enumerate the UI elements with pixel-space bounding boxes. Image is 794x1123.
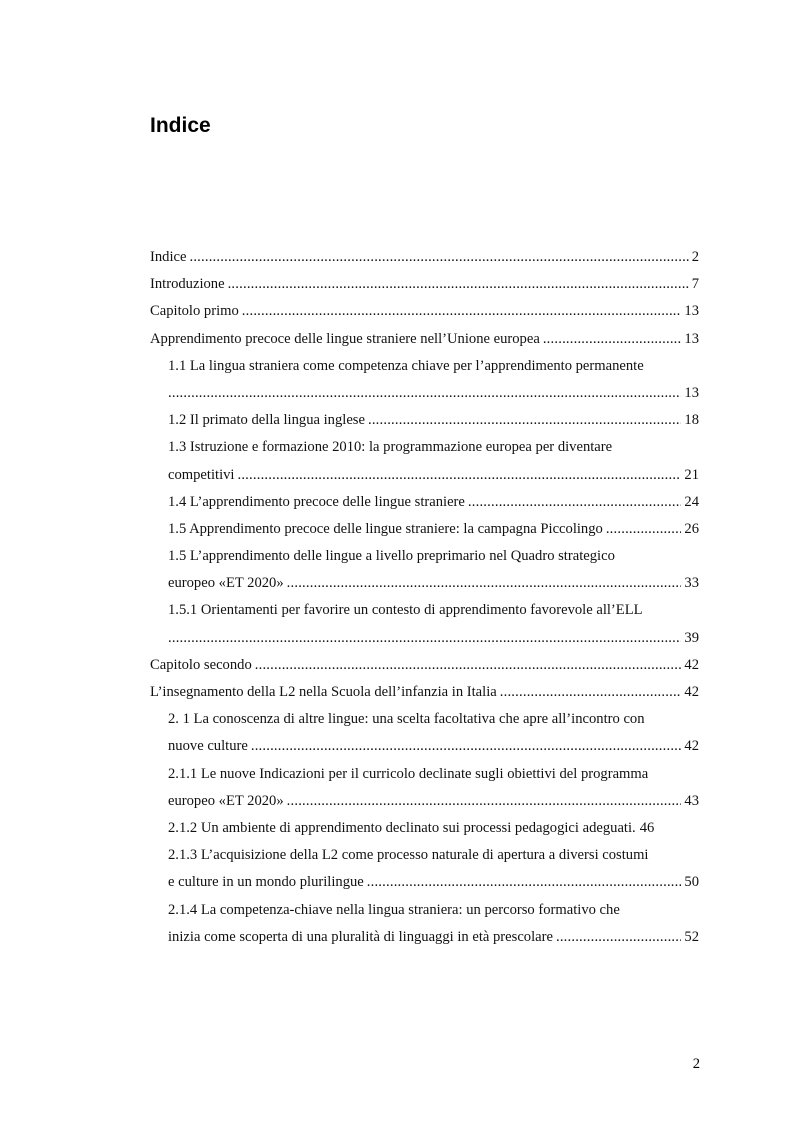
dot-leader: [242, 300, 682, 322]
toc-entry-page: 42: [684, 738, 699, 755]
dot-leader: [556, 926, 681, 948]
toc-entry-capitolo-secondo[interactable]: [150, 654, 699, 681]
toc-entry-title: 2.1.4 La competenza-chiave nella lingua straniera: un percorso formativo che: [168, 901, 620, 918]
toc-entry-page: 18: [684, 412, 699, 429]
toc-entry-1-2[interactable]: [150, 409, 699, 436]
toc-entry-title: 2.1.3 L’acquisizione della L2 come processo naturale di apertura a diversi costumi: [168, 847, 649, 864]
toc-entry-indice[interactable]: [150, 246, 699, 273]
toc-entry-page: 42: [684, 656, 699, 673]
toc-entry-title: 1.1 La lingua straniera come competenza chiave per l’apprendimento permanente: [168, 357, 644, 374]
toc-entry-apprendimento-precoce-ue[interactable]: [150, 328, 699, 355]
dot-leader: [468, 491, 682, 513]
toc-entry-page: 33: [684, 575, 699, 592]
toc-entry-page: 7: [691, 276, 699, 293]
toc-entry-1-3-line1[interactable]: [150, 436, 699, 463]
toc-entry-2-1-3-line1[interactable]: [150, 844, 699, 871]
toc-entry-2-1-4-line2[interactable]: [150, 926, 699, 953]
toc-entry-2-1-line1[interactable]: [150, 708, 699, 735]
toc-entry-page: 13: [684, 303, 699, 320]
toc-entry-title: 2. 1 La conoscenza di altre lingue: una scelta facoltativa che apre all’incontro con: [168, 711, 645, 728]
toc-entry-title: Capitolo primo: [150, 303, 239, 320]
dot-leader: [543, 328, 682, 350]
dot-leader: [251, 735, 682, 757]
toc-entry-title-cont: competitivi: [168, 466, 235, 483]
toc-entry-title-cont: nuove culture: [168, 738, 248, 755]
page-title: Indice: [150, 114, 211, 137]
toc-entry-title: 1.4 L’apprendimento precoce delle lingue straniere: [168, 493, 465, 510]
toc-entry-title: L’insegnamento della L2 nella Scuola dell’infanzia in Italia: [150, 684, 497, 700]
toc-entry-1-5-piccolingo[interactable]: [150, 518, 699, 545]
toc-entry-title: Introduzione: [150, 276, 225, 293]
toc-entry-title-cont: europeo «ET 2020»: [168, 575, 284, 592]
toc-entry-title: Indice: [150, 249, 187, 265]
toc-entry-title: 1.5.1 Orientamenti per favorire un contesto di apprendimento favorevole all’ELL: [168, 602, 643, 619]
dot-leader: [287, 790, 682, 812]
toc-entry-page: 24: [684, 493, 699, 510]
dot-leader: [189, 246, 688, 268]
toc-entry-title-cont: inizia come scoperta di una pluralità di linguaggi in età prescolare: [168, 928, 553, 945]
toc-entry-title: 2.1.1 Le nuove Indicazioni per il curricolo declinate sugli obiettivi del programma: [168, 765, 649, 782]
toc-entry-page: 26: [684, 520, 699, 537]
toc-entry-1-5-et2020-line2[interactable]: [150, 572, 699, 599]
toc-entry-capitolo-primo[interactable]: [150, 300, 699, 327]
toc-entry-page: 46: [639, 819, 655, 836]
toc-entry-title: 1.5 L’apprendimento delle lingue a livello preprimario nel Quadro strategico: [168, 548, 615, 565]
toc-entry-2-1-1-line1[interactable]: [150, 763, 699, 790]
dot-leader: [237, 464, 681, 486]
toc-entry-insegnamento-l2[interactable]: [150, 681, 699, 708]
toc-entry-page: 42: [684, 684, 699, 700]
toc-entry-page: 13: [684, 384, 699, 401]
toc-entry-1-1-line1[interactable]: [150, 355, 699, 382]
toc-entry-page: 50: [684, 874, 699, 891]
table-of-contents: [150, 246, 699, 953]
toc-entry-2-1-3-line2[interactable]: [150, 871, 699, 898]
toc-entry-title: 1.2 Il primato della lingua inglese: [168, 412, 365, 429]
toc-entry-introduzione[interactable]: [150, 273, 699, 300]
toc-entry-1-5-1-line2[interactable]: [150, 627, 699, 654]
toc-entry-title-cont: e culture in un mondo plurilingue: [168, 874, 364, 891]
toc-entry-page: 43: [684, 792, 699, 809]
toc-entry-1-5-et2020-line1[interactable]: [150, 545, 699, 572]
dot-leader: [368, 409, 681, 431]
toc-entry-2-1-2[interactable]: [150, 817, 699, 844]
dot-leader: [367, 871, 682, 893]
toc-entry-page: 21: [684, 466, 699, 483]
dot-leader: [228, 273, 689, 295]
toc-entry-1-1-line2[interactable]: [150, 382, 699, 409]
toc-entry-1-3-line2[interactable]: [150, 464, 699, 491]
toc-entry-1-4[interactable]: [150, 491, 699, 518]
toc-entry-title: 2.1.2 Un ambiente di apprendimento declinato sui processi pedagogici adeguati.: [168, 819, 636, 836]
toc-entry-1-5-1-line1[interactable]: [150, 599, 699, 626]
toc-entry-title: 1.3 Istruzione e formazione 2010: la programmazione europea per diventare: [168, 439, 613, 456]
toc-entry-page: 2: [691, 249, 699, 265]
toc-entry-2-1-4-line1[interactable]: [150, 899, 699, 926]
toc-entry-page: 39: [684, 629, 699, 646]
toc-entry-title-cont: europeo «ET 2020»: [168, 792, 284, 809]
toc-entry-page: 13: [684, 330, 699, 347]
toc-entry-2-1-1-line2[interactable]: [150, 790, 699, 817]
dot-leader: [606, 518, 682, 540]
toc-entry-page: 52: [684, 928, 699, 945]
dot-leader: [500, 681, 682, 703]
page-number: 2: [692, 1056, 700, 1072]
toc-entry-title: Capitolo secondo: [150, 656, 252, 673]
dot-leader: [168, 627, 681, 649]
toc-entry-2-1-line2[interactable]: [150, 735, 699, 762]
toc-entry-title: Apprendimento precoce delle lingue straniere nell’Unione europea: [150, 330, 540, 347]
toc-entry-title: 1.5 Apprendimento precoce delle lingue straniere: la campagna Piccolingo: [168, 520, 603, 537]
dot-leader: [287, 572, 682, 594]
dot-leader: [168, 382, 681, 404]
dot-leader: [255, 654, 682, 676]
